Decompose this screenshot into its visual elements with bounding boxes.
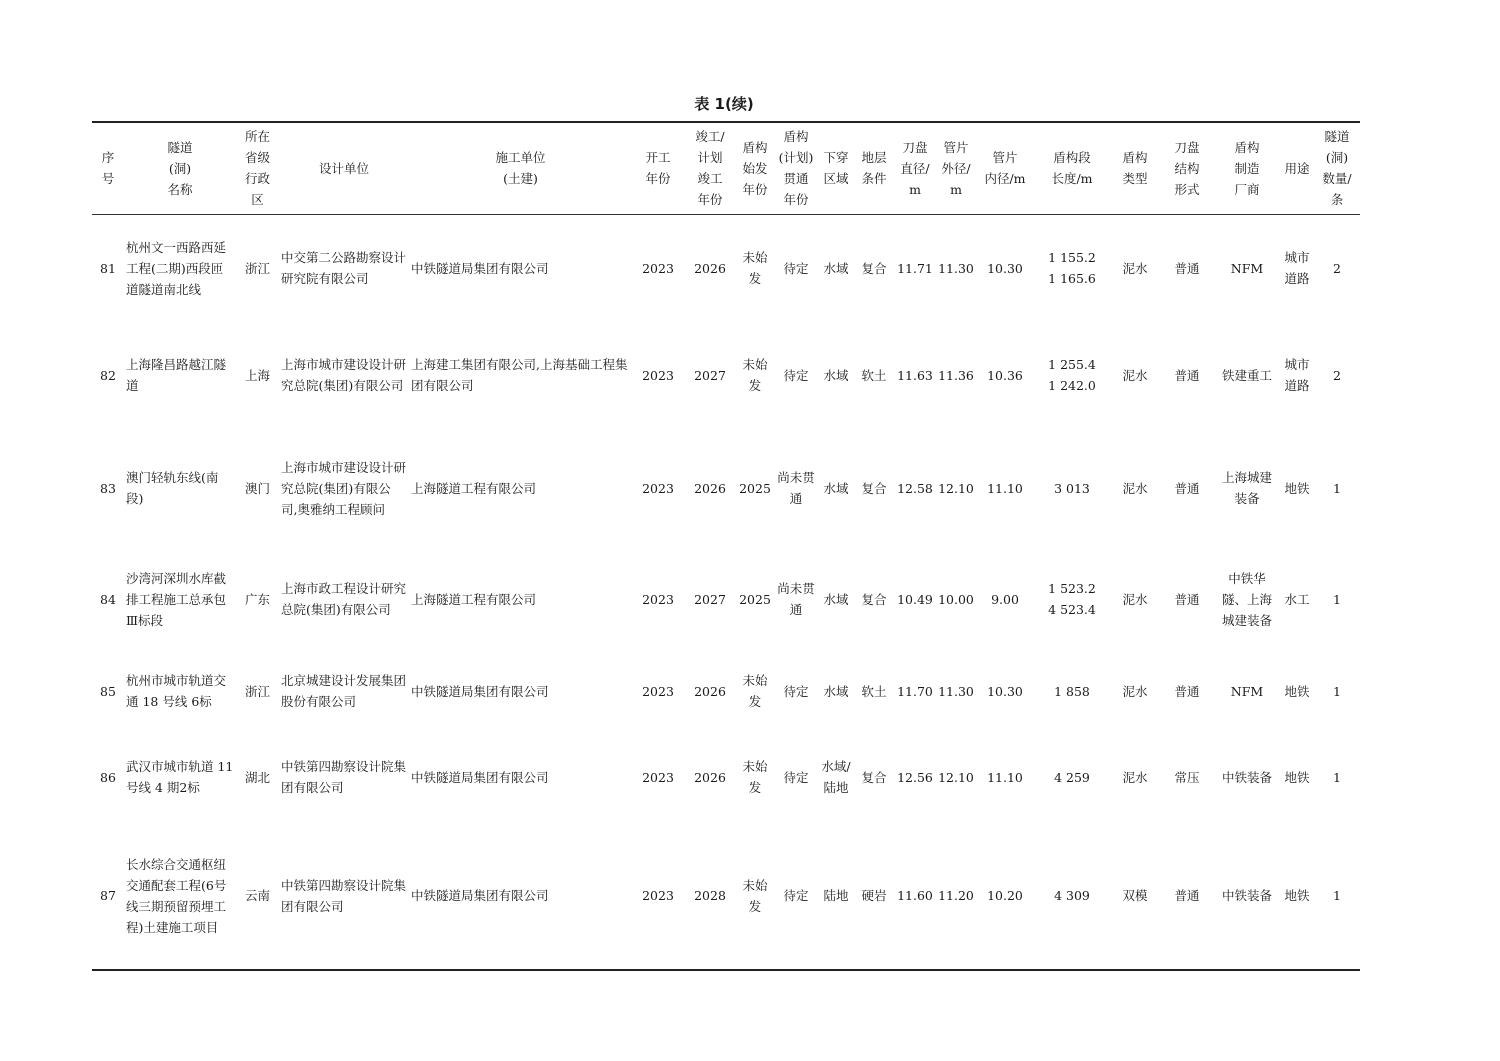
table-cell: 普通 xyxy=(1174,683,1200,699)
header-cell: 盾构 类型 xyxy=(1110,122,1160,214)
table-cell: 尚未贯通 xyxy=(777,581,815,617)
header-cell: 刀盘 结构 形式 xyxy=(1160,122,1214,214)
table-cell: 泥水 xyxy=(1122,367,1148,383)
table-cell: 普通 xyxy=(1174,260,1200,276)
table-row xyxy=(92,548,1360,650)
table-cell: 上海 xyxy=(244,367,270,383)
table-cell: 12.10 xyxy=(938,769,974,785)
table-cell: 城市道路 xyxy=(1284,250,1310,287)
table-cell: 硬岩 xyxy=(854,822,894,970)
header-cell: 设计单位 xyxy=(279,122,409,214)
table-cell: 87 xyxy=(92,822,124,970)
table-cell: 泥水 xyxy=(1122,683,1148,699)
table-cell: 12.58 xyxy=(897,480,933,496)
table-cell: 普通 xyxy=(1174,480,1200,496)
table-cell: 1 xyxy=(1333,683,1341,699)
table-cell: NFM xyxy=(1230,683,1264,699)
table-cell: NFM xyxy=(1230,260,1264,276)
table-cell: 澳门轻轨东线(南段) xyxy=(126,470,219,506)
header-cell: 盾构 制造 厂商 xyxy=(1214,122,1280,214)
table-cell: 未始发 xyxy=(742,357,768,393)
table-cell: 10.30 xyxy=(987,260,1023,276)
table-cell: 1 858 xyxy=(1054,683,1090,699)
table-cell: 上海城建装备 xyxy=(1221,470,1272,506)
table-cell: 中铁华隧、上海城建装备 xyxy=(1221,570,1272,628)
table-cell: 2023 xyxy=(642,480,674,496)
table-cell: 武汉市城市轨道 11 号线 4 期2标 xyxy=(126,759,234,795)
table-row xyxy=(92,732,1360,822)
table-cell: 上海市城市建设设计研究总院(集团)有限公司,奥雅纳工程顾问 xyxy=(281,459,407,517)
table-cell: 11.36 xyxy=(938,367,974,383)
header-cell: 施工单位 (土建) xyxy=(409,122,632,214)
table-cell: 2027 xyxy=(694,367,726,383)
table-row xyxy=(92,650,1360,732)
header-cell: 隧道 (洞) 名称 xyxy=(124,122,236,214)
table-cell: 地铁 xyxy=(1284,480,1310,496)
table-cell: 地铁 xyxy=(1284,683,1310,699)
table-cell: 泥水 xyxy=(1122,480,1148,496)
header-cell: 盾构 始发 年份 xyxy=(736,122,774,214)
table-cell: 上海建工集团有限公司,上海基础工程集团有限公司 xyxy=(411,357,628,393)
table-cell: 城市道路 xyxy=(1284,357,1310,393)
table-cell: 复合 xyxy=(861,769,887,785)
table-cell: 复合 xyxy=(861,591,887,607)
table-cell: 上海市政工程设计研究总院(集团)有限公司 xyxy=(281,581,407,617)
table-row xyxy=(92,322,1360,428)
table-cell: 中交第二公路勘察设计研究院有限公司 xyxy=(281,250,407,287)
table-cell: 1 155.2 1 165.6 xyxy=(1048,250,1096,287)
table-cell: 85 xyxy=(100,683,116,699)
tunnel-table xyxy=(92,121,1360,971)
table-cell: 10.00 xyxy=(938,591,974,607)
table-cell: 中铁隧道局集团有限公司 xyxy=(411,769,549,785)
table-cell: 11.10 xyxy=(987,769,1023,785)
table-cell: 泥水 xyxy=(1122,591,1148,607)
table-cell: 待定 xyxy=(783,769,809,785)
table-cell: 1 255.4 1 242.0 xyxy=(1048,357,1096,393)
table-cell: 中铁装备 xyxy=(1214,822,1280,970)
header-cell: 竣工/ 计划 竣工 年份 xyxy=(684,122,736,214)
table-cell: 2 xyxy=(1333,367,1341,383)
table-cell: 86 xyxy=(100,769,116,785)
table-cell: 待定 xyxy=(783,683,809,699)
header-cell: 刀盘 直径/ m xyxy=(894,122,936,214)
header-cell: 地层 条件 xyxy=(854,122,894,214)
table-cell: 11.30 xyxy=(938,260,974,276)
table-cell: 未始发 xyxy=(742,673,768,709)
table-cell: 尚未贯通 xyxy=(777,470,815,506)
table-cell: 9.00 xyxy=(991,591,1019,607)
header-cell: 用途 xyxy=(1280,122,1314,214)
header-cell: 所在 省级 行政 区 xyxy=(236,122,279,214)
table-cell: 10.49 xyxy=(897,591,933,607)
table-cell: 普通 xyxy=(1160,822,1214,970)
table-cell: 普通 xyxy=(1174,367,1200,383)
header-row xyxy=(92,122,1360,214)
table-cell: 水域 xyxy=(823,683,849,699)
table-cell: 杭州文一西路西延工程(二期)西段匝道隧道南北线 xyxy=(126,239,227,297)
table-cell: 11.30 xyxy=(938,683,974,699)
header-cell: 序 号 xyxy=(92,122,124,214)
header-cell: 下穿 区域 xyxy=(818,122,854,214)
table-cell: 4 259 xyxy=(1054,769,1090,785)
header-cell: 管片 外径/ m xyxy=(936,122,976,214)
table-cell: 地铁 xyxy=(1280,822,1314,970)
table-cell: 12.56 xyxy=(897,769,933,785)
table-cell: 2026 xyxy=(694,260,726,276)
table-cell: 2023 xyxy=(642,260,674,276)
table-title: 表 1(续) xyxy=(694,95,754,113)
table-row xyxy=(92,822,1360,970)
table-cell: 81 xyxy=(100,260,116,276)
table-cell: 杭州市城市轨道交通 18 号线 6标 xyxy=(126,673,227,709)
table-cell: 1 xyxy=(1314,822,1360,970)
table-cell: 浙江 xyxy=(244,260,270,276)
table-cell: 未始发 xyxy=(742,759,768,795)
table-cell: 复合 xyxy=(861,480,887,496)
table-cell: 地铁 xyxy=(1284,769,1310,785)
table-cell: 2025 xyxy=(739,480,771,496)
table-cell: 2025 xyxy=(739,591,771,607)
table-cell: 2 xyxy=(1333,260,1341,276)
table-cell: 10.36 xyxy=(987,367,1023,383)
table-cell: 中铁隧道局集团有限公司 xyxy=(409,822,632,970)
table-cell: 未始发 xyxy=(736,822,774,970)
header-cell: 隧道 (洞) 数量/ 条 xyxy=(1314,122,1360,214)
table-cell: 复合 xyxy=(861,260,887,276)
table-cell: 湖北 xyxy=(244,769,270,785)
table-cell: 83 xyxy=(100,480,116,496)
table-cell: 1 523.2 4 523.4 xyxy=(1048,581,1096,617)
table-cell: 上海市城市建设设计研究总院(集团)有限公司 xyxy=(281,357,407,393)
table-cell: 10.30 xyxy=(987,683,1023,699)
table-cell: 澳门 xyxy=(244,480,270,496)
table-cell: 水域 xyxy=(823,591,849,607)
table-cell: 水域 xyxy=(823,260,849,276)
table-cell: 水域 xyxy=(823,367,849,383)
table-cell: 10.20 xyxy=(976,822,1034,970)
table-cell: 11.63 xyxy=(897,367,933,383)
table-cell: 中铁第四勘察设计院集团有限公司 xyxy=(279,822,409,970)
table-cell: 1 xyxy=(1333,480,1341,496)
table-cell: 2023 xyxy=(642,769,674,785)
table-cell: 2026 xyxy=(694,769,726,785)
table-cell: 2023 xyxy=(632,822,684,970)
table-cell: 陆地 xyxy=(818,822,854,970)
table-cell: 北京城建设计发展集团股份有限公司 xyxy=(281,673,407,709)
table-cell: 沙湾河深圳水库截排工程施工总承包Ⅲ标段 xyxy=(126,570,227,628)
table-cell: 云南 xyxy=(236,822,279,970)
table-body xyxy=(92,214,1360,970)
table-cell: 2027 xyxy=(694,591,726,607)
table-cell: 4 309 xyxy=(1034,822,1110,970)
table-cell: 泥水 xyxy=(1122,769,1148,785)
table-cell: 11.60 xyxy=(894,822,936,970)
table-row xyxy=(92,428,1360,548)
table-cell: 82 xyxy=(100,367,116,383)
table-cell: 中铁装备 xyxy=(1221,769,1272,785)
table-cell: 中铁隧道局集团有限公司 xyxy=(411,683,549,699)
table-cell: 上海隧道工程有限公司 xyxy=(411,480,537,496)
table-cell: 11.70 xyxy=(897,683,933,699)
table-cell: 2023 xyxy=(642,683,674,699)
table-cell: 常压 xyxy=(1174,769,1200,785)
table-cell: 双模 xyxy=(1110,822,1160,970)
table-cell: 长水综合交通枢纽交通配套工程(6号线三期预留预埋工程)土建施工项目 xyxy=(124,822,236,970)
table-cell: 未始发 xyxy=(742,250,768,287)
table-cell: 上海隆昌路越江隧道 xyxy=(126,357,227,393)
table-cell: 1 xyxy=(1333,591,1341,607)
table-cell: 软土 xyxy=(861,367,887,383)
table-cell: 84 xyxy=(100,591,116,607)
table-cell: 2028 xyxy=(684,822,736,970)
table-cell: 软土 xyxy=(861,683,887,699)
header-cell: 管片 内径/m xyxy=(976,122,1034,214)
header-cell: 盾构段 长度/m xyxy=(1034,122,1110,214)
table-cell: 中铁第四勘察设计院集团有限公司 xyxy=(281,759,407,795)
table-cell: 待定 xyxy=(783,367,809,383)
table-cell: 铁建重工 xyxy=(1221,367,1272,383)
table-cell: 2023 xyxy=(642,591,674,607)
table-cell: 浙江 xyxy=(244,683,270,699)
table-cell: 1 xyxy=(1333,769,1341,785)
table-cell: 2026 xyxy=(694,683,726,699)
table-cell: 11.20 xyxy=(936,822,976,970)
table-cell: 水工 xyxy=(1284,591,1310,607)
table-cell: 2023 xyxy=(642,367,674,383)
table-cell: 待定 xyxy=(783,260,809,276)
table-cell: 上海隧道工程有限公司 xyxy=(411,591,537,607)
table-cell: 3 013 xyxy=(1054,480,1090,496)
table-cell: 广东 xyxy=(244,591,270,607)
table-cell: 中铁隧道局集团有限公司 xyxy=(411,260,549,276)
table-cell: 水域/陆地 xyxy=(821,759,851,795)
table-cell: 普通 xyxy=(1174,591,1200,607)
table-cell: 11.10 xyxy=(987,480,1023,496)
table-cell: 11.71 xyxy=(897,260,933,276)
header-cell: 盾构 (计划) 贯通 年份 xyxy=(774,122,818,214)
table-cell: 2026 xyxy=(694,480,726,496)
table-cell: 水域 xyxy=(823,480,849,496)
table-cell: 12.10 xyxy=(938,480,974,496)
header-cell: 开工 年份 xyxy=(632,122,684,214)
table-row xyxy=(92,214,1360,322)
table-cell: 泥水 xyxy=(1122,260,1148,276)
table-cell: 待定 xyxy=(774,822,818,970)
